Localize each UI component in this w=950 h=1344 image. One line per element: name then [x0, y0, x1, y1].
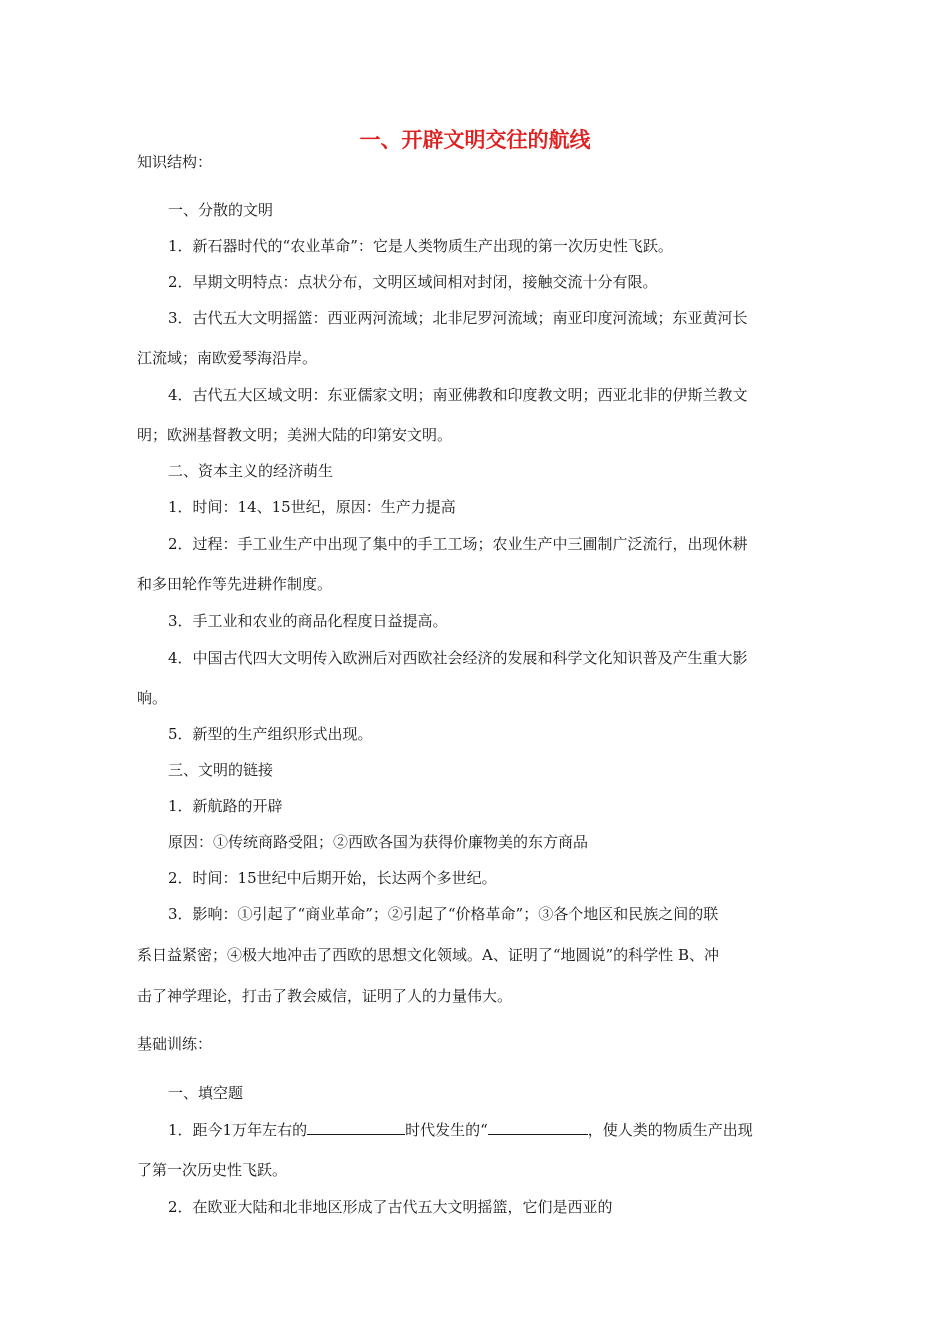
part2-item-continuation: 和多田轮作等先进耕作制度。	[137, 575, 333, 593]
question-1-text: 时代发生的“	[405, 1121, 488, 1139]
part3-heading: 三、文明的链接	[168, 761, 274, 779]
part3-item-continuation: 击了神学理论，打击了教会威信，证明了人的力量伟大。	[137, 987, 513, 1005]
question-1-text: ，使人类的物质生产出现	[587, 1121, 753, 1139]
part3-item-continuation: 系日益紧密；④极大地冲击了西欧的思想文化领域。A、证明了“地圆说”的科学性 B、冲	[137, 946, 719, 964]
part3-item: 3．影响：①引起了“商业革命”；②引起了“价格革命”；③各个地区和民族之间的联	[168, 905, 719, 923]
exercise-heading: 一、填空题	[168, 1084, 244, 1102]
part3-item: 2．时间：15世纪中后期开始，长达两个多世纪。	[168, 869, 497, 887]
part2-item: 5．新型的生产组织形式出现。	[168, 725, 373, 743]
question-1-text: 1．距今1万年左右的	[168, 1121, 308, 1139]
answer-blank[interactable]	[307, 1120, 405, 1135]
part1-item: 4．古代五大区域文明：东亚儒家文明；南亚佛教和印度教文明；西亚北非的伊斯兰教文	[168, 386, 748, 404]
section-knowledge-label: 知识结构：	[137, 153, 213, 171]
part1-item: 1．新石器时代的“农业革命”：它是人类物质生产出现的第一次历史性飞跃。	[168, 237, 673, 255]
part2-heading: 二、资本主义的经济萌生	[168, 462, 334, 480]
part2-item: 4．中国古代四大文明传入欧洲后对西欧社会经济的发展和科学文化知识普及产生重大影	[168, 649, 748, 667]
question-1	[168, 1120, 818, 1140]
part2-item: 1．时间：14、15世纪，原因：生产力提高	[168, 498, 456, 516]
answer-blank[interactable]	[488, 1120, 588, 1135]
question-2: 2．在欧亚大陆和北非地区形成了古代五大文明摇篮，它们是西亚的	[168, 1198, 613, 1216]
part1-item: 3．古代五大文明摇篮：西亚两河流域；北非尼罗河流域；南亚印度河流域；东亚黄河长	[168, 309, 748, 327]
part2-item: 2．过程：手工业生产中出现了集中的手工工场；农业生产中三圃制广泛流行，出现休耕	[168, 535, 748, 553]
part1-item-continuation: 江流域；南欧爱琴海沿岸。	[137, 349, 318, 367]
page-title: 一、开辟文明交往的航线	[359, 128, 591, 152]
part1-item: 2．早期文明特点：点状分布，文明区域间相对封闭，接触交流十分有限。	[168, 273, 658, 291]
part3-item: 1．新航路的开辟	[168, 797, 283, 815]
part2-item-continuation: 响。	[137, 689, 168, 707]
part1-heading: 一、分散的文明	[168, 201, 274, 219]
part1-item-continuation: 明；欧洲基督教文明；美洲大陆的印第安文明。	[137, 426, 453, 444]
part2-item: 3．手工业和农业的商品化程度日益提高。	[168, 612, 448, 630]
section-training-label: 基础训练：	[137, 1035, 213, 1053]
question-1-continuation: 了第一次历史性飞跃。	[137, 1161, 288, 1179]
part3-item: 原因：①传统商路受阻；②西欧各国为获得价廉物美的东方商品	[168, 833, 589, 851]
